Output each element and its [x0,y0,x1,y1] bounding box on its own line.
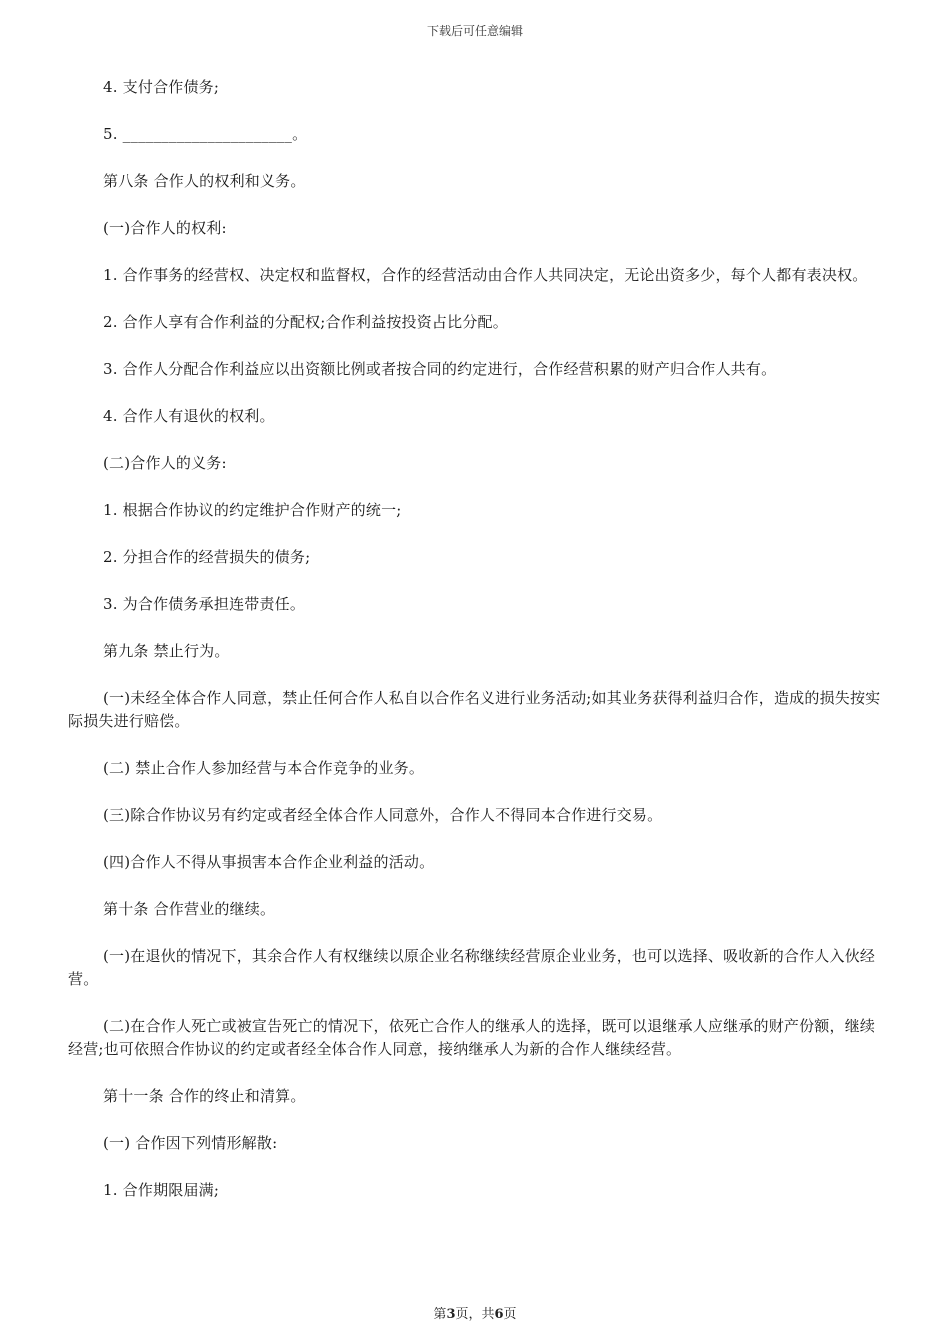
section-heading: 第十条 合作营业的继续。 [103,900,276,918]
page-footer [0,1303,950,1322]
paragraph: 2. 分担合作的经营损失的债务; [103,548,311,566]
footer-suffix: 页 [503,1307,517,1322]
paragraph: (一)合作人的权利: [103,219,227,237]
paragraph: (四)合作人不得从事损害本合作企业利益的活动。 [103,853,435,871]
section-heading: 第十一条 合作的终止和清算。 [103,1087,306,1105]
paragraph: (一)未经全体合作人同意，禁止任何合作人私自以合作名义进行业务活动;如其业务获得利益归合作，造成的损失按实际损失进行赔偿。 [68,689,881,730]
paragraph: 1. 合作事务的经营权、决定权和监督权，合作的经营活动由合作人共同决定，无论出资多少，每个人都有表决权。 [103,266,868,284]
section-heading: 第八条 合作人的权利和义务。 [103,172,306,190]
document-body [68,76,884,1226]
paragraph: 4. 支付合作债务; [103,78,220,96]
paragraph: (二)合作人的义务: [103,454,227,472]
paragraph: 3. 为合作债务承担连带责任。 [103,595,306,613]
paragraph: 3. 合作人分配合作利益应以出资额比例或者按合同的约定进行，合作经营积累的财产归合作人共有。 [103,360,777,378]
paragraph: (二) 禁止合作人参加经营与本合作竞争的业务。 [103,759,425,777]
footer-prefix: 第 [433,1307,447,1322]
current-page-number: 3 [446,1307,456,1322]
paragraph: (一) 合作因下列情形解散: [103,1134,278,1152]
page-header: 下载后可任意编辑 [426,24,523,38]
section-heading: 第九条 禁止行为。 [103,642,230,660]
paragraph: 2. 合作人享有合作利益的分配权;合作利益按投资占比分配。 [103,313,508,331]
paragraph: 4. 合作人有退伙的权利。 [103,407,275,425]
paragraph: 1. 根据合作协议的约定维护合作财产的统一; [103,501,402,519]
paragraph: 5. ______________________。 [103,125,308,143]
paragraph: 1. 合作期限届满; [103,1181,220,1199]
paragraph: (三)除合作协议另有约定或者经全体合作人同意外，合作人不得同本合作进行交易。 [103,806,663,824]
total-pages-number: 6 [494,1307,504,1322]
paragraph: (一)在退伙的情况下，其余合作人有权继续以原企业名称继续经营原企业业务，也可以选择、吸收新的合作人入伙经营。 [68,947,876,988]
paragraph: (二)在合作人死亡或被宣告死亡的情况下，依死亡合作人的继承人的选择，既可以退继承人应继承的财产份额，继续经营;也可依照合作协议的约定或者经全体合作人同意，接纳继承人为新的合作人继续经营。 [68,1017,876,1058]
footer-middle: 页，共 [455,1307,495,1322]
